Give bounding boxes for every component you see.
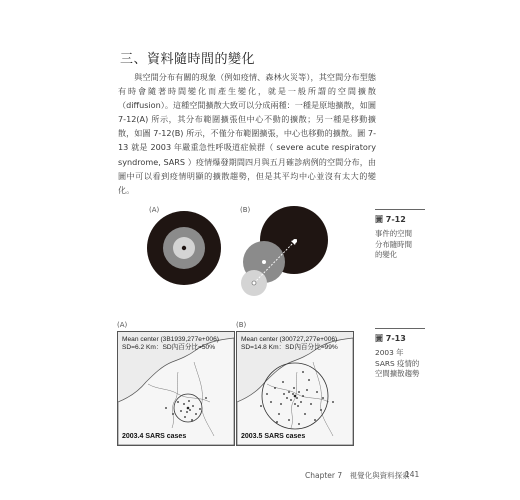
footer-chapter: Chapter 7 視覺化與資料探索 [305, 471, 410, 480]
case-point [266, 393, 268, 395]
case-point [286, 397, 288, 399]
caption-number-7-13: 圖 7-13 [375, 334, 406, 343]
case-point [302, 371, 304, 373]
case-point [310, 403, 312, 405]
case-point [177, 401, 179, 403]
map-a-legend-line2: SD=6.2 Km：SD內百分比=50% [122, 343, 216, 351]
case-point [180, 410, 182, 412]
case-point [189, 409, 191, 411]
center-point-b2 [262, 260, 266, 264]
case-point [276, 421, 278, 423]
case-point [165, 407, 167, 409]
map-a-legend [122, 336, 219, 351]
case-point [294, 403, 296, 405]
case-point [288, 391, 290, 393]
case-point [298, 423, 300, 425]
case-point [199, 408, 201, 410]
caption-text-7-13: 2003 年 SARS 疫情的空間擴散趨勢 [375, 348, 420, 378]
case-point [332, 401, 334, 403]
case-point [195, 413, 197, 415]
case-point [282, 381, 284, 383]
case-point [290, 399, 292, 401]
case-point [293, 387, 295, 389]
page-number: 141 [405, 470, 420, 479]
case-point [322, 397, 324, 399]
case-point [184, 416, 186, 418]
caption-text-7-12: 事件的空間分布隨時間的變化 [375, 229, 412, 259]
case-point [306, 389, 308, 391]
case-point [296, 397, 298, 399]
map-b-legend-line2: SD=14.8 Km：SD內百分比=99% [241, 343, 338, 351]
figure-7-12-diagram [140, 204, 380, 304]
case-point [274, 387, 276, 389]
figure-7-12-label-a: (A) [149, 206, 160, 214]
case-point [314, 419, 316, 421]
map-a-cases-label: 2003.4 SARS cases [122, 433, 187, 440]
case-point [320, 409, 322, 411]
sars-map-may [236, 331, 354, 446]
case-point [205, 397, 207, 399]
figure-7-12-label-b: (B) [240, 206, 251, 214]
case-point [183, 403, 185, 405]
case-point [172, 413, 174, 415]
caption-number-7-12: 圖 7-12 [375, 215, 406, 224]
map-b-legend [241, 336, 338, 351]
mean-center-point [187, 407, 190, 410]
center-point-b3 [293, 239, 297, 243]
case-point [186, 411, 188, 413]
map-b-cases-label: 2003.5 SARS cases [241, 433, 306, 440]
case-point [188, 400, 190, 402]
case-point [280, 403, 282, 405]
case-point [297, 405, 299, 407]
case-point [298, 391, 300, 393]
case-point [300, 401, 302, 403]
case-point [292, 393, 294, 395]
case-point [270, 401, 272, 403]
center-point-b1 [252, 281, 256, 285]
case-point [260, 405, 262, 407]
map-b-legend-line1: Mean center (300727,277e+006) [241, 336, 338, 343]
body-text [118, 70, 376, 197]
section-heading: 三、資料隨時間的變化 [120, 52, 256, 67]
body-paragraph: 與空間分布有關的現象（例如疫情、森林火災等），其空間分布型態有時會隨著時間變化而產生變化，就是一般所謂的空間擴散（diffusion）。這種空間擴散大致可以分成兩種：一種是原地擴散，如圖 7-12(A) 所示，其分布範圍擴張但中心不動的擴散；另一種是移動擴散，如圖 7-12(B) 所示，不僅分布範圍擴張，中心也移動的擴散。圖 7-13 就是 2003 年嚴重急性呼吸道症候群（ severe acute respiratory syndrome, SARS ）疫情爆發期間四月與五月確診病例的空間分布，由圖中可以看到疫情明顯的擴散趨勢，但是其平均中心並沒有太大的變化。 [118, 72, 376, 195]
sars-map-april [117, 331, 235, 446]
case-point [191, 419, 193, 421]
case-point [316, 391, 318, 393]
map-a-legend-line1: Mean center (3B1939,277e+006) [122, 336, 219, 343]
figure-7-13-label-a: (A) [117, 321, 128, 329]
figure-7-13-label-b: (B) [236, 321, 247, 329]
caption-rule-7-12 [375, 209, 425, 210]
case-point [304, 413, 306, 415]
case-point [288, 419, 290, 421]
case-point [278, 413, 280, 415]
case-point [308, 379, 310, 381]
center-point-a [182, 246, 186, 250]
case-point [192, 405, 194, 407]
case-point [283, 393, 285, 395]
case-point [302, 395, 304, 397]
caption-rule-7-13 [375, 328, 425, 329]
land-area-a [118, 338, 234, 445]
mean-center-point [294, 395, 297, 398]
